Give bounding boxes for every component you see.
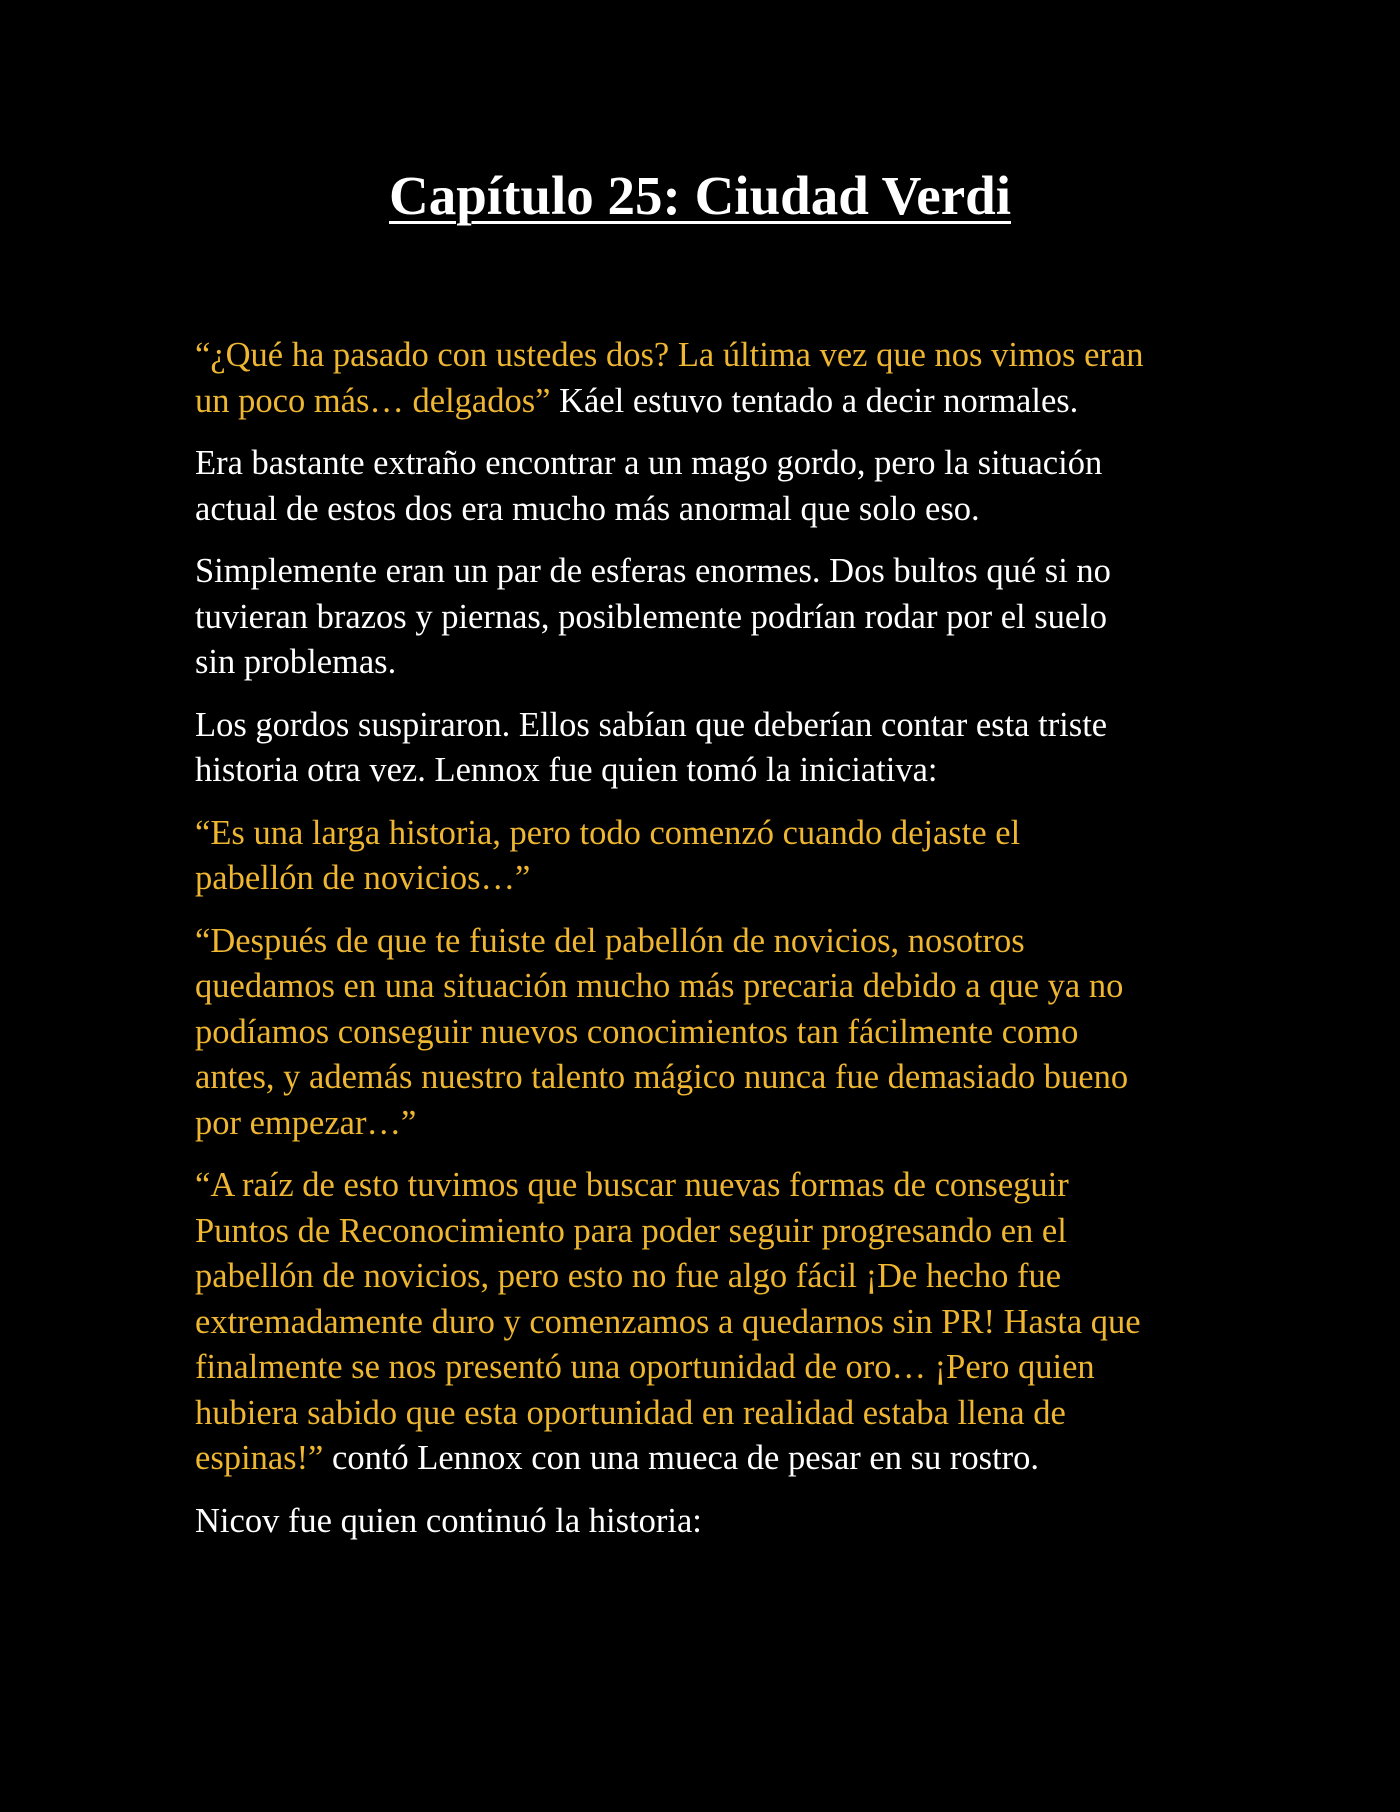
text-line: extremadamente duro y comenzamos a quedarnos sin PR! Hasta que	[195, 1302, 1141, 1341]
text-line: “Después de que te fuiste del pabellón de novicios, nosotros	[195, 921, 1025, 960]
text-line: Los gordos suspiraron. Ellos sabían que deberían contar esta triste	[195, 705, 1108, 744]
text-line: antes, y además nuestro talento mágico nunca fue demasiado bueno	[195, 1058, 1129, 1096]
text-line	[195, 379, 1215, 425]
paragraph-narration	[195, 549, 1215, 686]
dialogue-text: un poco más… delgados”	[195, 381, 551, 420]
text-line: tuvieran brazos y piernas, posiblemente podrían rodar por el suelo	[195, 597, 1108, 636]
text-line: “A raíz de esto tuvimos que buscar nuevas formas de conseguir	[195, 1166, 1069, 1204]
paragraph-dialogue-kael-question	[195, 333, 1215, 424]
text-line: hubiera sabido que esta oportunidad en realidad estaba llena de	[195, 1393, 1066, 1432]
narration-text: Káel estuvo tentado a decir normales.	[550, 381, 1079, 420]
text-line: sin problemas.	[195, 643, 397, 681]
text-line: actual de estos dos era mucho más anormal que solo eso.	[195, 489, 980, 528]
paragraph-narration	[195, 1499, 1215, 1545]
text-line: Puntos de Reconocimiento para poder seguir progresando en el	[195, 1211, 1067, 1250]
chapter-body	[195, 333, 1215, 1561]
paragraph-dialogue	[195, 919, 1215, 1147]
dialogue-text: “¿Qué ha pasado con ustedes dos? La última vez que nos vimos eran	[195, 336, 1144, 374]
paragraph-dialogue	[195, 811, 1215, 902]
paragraph-narration	[195, 441, 1215, 532]
paragraph-narration	[195, 703, 1215, 794]
text-line: finalmente se nos presentó una oportunidad de oro… ¡Pero quien	[195, 1348, 1095, 1386]
text-line: Nicov fue quien continuó la historia:	[195, 1501, 702, 1540]
text-line: pabellón de novicios…”	[195, 859, 531, 897]
narration-text: contó Lennox con una mueca de pesar en su rostro.	[323, 1439, 1040, 1477]
text-line: Era bastante extraño encontrar a un mago gordo, pero la situación	[195, 444, 1103, 482]
paragraph-dialogue-lennox	[195, 1163, 1215, 1482]
dialogue-text: espinas!”	[195, 1439, 324, 1477]
text-line: Simplemente eran un par de esferas enormes. Dos bultos qué si no	[195, 552, 1111, 590]
text-line: podíamos conseguir nuevos conocimientos tan fácilmente como	[195, 1012, 1079, 1051]
text-line: historia otra vez. Lennox fue quien tomó la iniciativa:	[195, 751, 938, 789]
text-line: quedamos en una situación mucho más precaria debido a que ya no	[195, 967, 1124, 1005]
text-line: por empezar…”	[195, 1103, 417, 1142]
text-line: pabellón de novicios, pero esto no fue algo fácil ¡De hecho fue	[195, 1257, 1062, 1295]
text-line	[195, 333, 1215, 379]
chapter-title: Capítulo 25: Ciudad Verdi	[389, 165, 1011, 226]
text-line	[195, 1436, 1215, 1482]
text-line: “Es una larga historia, pero todo comenzó cuando dejaste el	[195, 813, 1021, 852]
